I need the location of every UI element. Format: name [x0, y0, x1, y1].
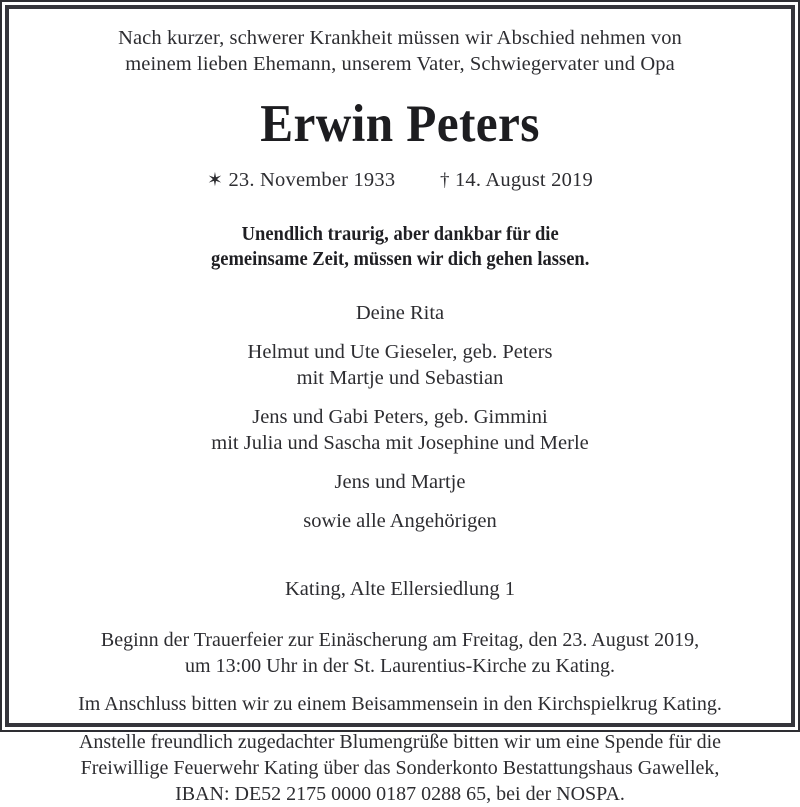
intro-line: Nach kurzer, schwerer Krankheit müssen wir Abschied nehmen von	[118, 27, 682, 49]
birth-date: 23. November 1933	[228, 169, 396, 191]
birth-star-icon: ✶	[207, 170, 224, 191]
mourner-group	[211, 404, 589, 456]
service-details	[78, 627, 722, 807]
intro-line: meinem lieben Ehemann, unserem Vater, Schwiegervater und Opa	[125, 53, 675, 75]
mourner-line: Jens und Martje	[334, 471, 466, 493]
mourner-group	[211, 339, 589, 391]
deceased-name: Erwin Peters	[260, 95, 540, 153]
mourner-line: mit Martje und Sebastian	[296, 367, 504, 389]
donation-details	[78, 729, 722, 807]
detail-line: um 13:00 Uhr in der St. Laurentius-Kirche zu Kating.	[185, 655, 615, 677]
intro-text	[118, 25, 682, 77]
detail-line: Beginn der Trauerfeier zur Einäscherung am Freitag, den 23. August 2019,	[100, 629, 700, 651]
mourner-line: sowie alle Angehörigen	[303, 510, 497, 532]
death-date: 14. August 2019	[454, 169, 593, 191]
obituary-notice	[5, 5, 795, 805]
life-dates	[35, 167, 765, 194]
detail-line: Anstelle freundlich zugedachter Blumengrüße bitten wir um eine Spende für die	[78, 731, 721, 753]
ceremony-details	[78, 627, 722, 679]
verse-line: Unendlich traurig, aber dankbar für die	[241, 224, 559, 245]
reception-details	[78, 691, 722, 717]
mourner-group	[211, 469, 589, 495]
mourner-group	[211, 508, 589, 534]
detail-line: Freiwillige Feuerwehr Kating über das Sonderkonto Bestattungshaus Gawellek,	[80, 757, 720, 779]
mourner-line: Deine Rita	[355, 302, 445, 324]
mourner-line: Jens und Gabi Peters, geb. Gimmini	[252, 406, 548, 428]
verse-line: gemeinsame Zeit, müssen wir dich gehen lassen.	[210, 248, 590, 270]
death-cross-icon: †	[439, 170, 450, 191]
memorial-verse	[211, 223, 589, 272]
mourners-list	[211, 300, 589, 534]
detail-line-iban: IBAN: DE52 2175 0000 0187 0288 65, bei der NOSPA.	[175, 783, 625, 805]
mourner-group	[211, 300, 589, 326]
family-address: Kating, Alte Ellersiedlung 1	[284, 578, 515, 600]
mourner-line: mit Julia und Sascha mit Josephine und Merle	[211, 432, 589, 454]
mourner-line: Helmut und Ute Gieseler, geb. Peters	[247, 341, 553, 363]
detail-line: Im Anschluss bitten wir zu einem Beisammensein in den Kirchspielkrug Kating.	[78, 693, 722, 715]
